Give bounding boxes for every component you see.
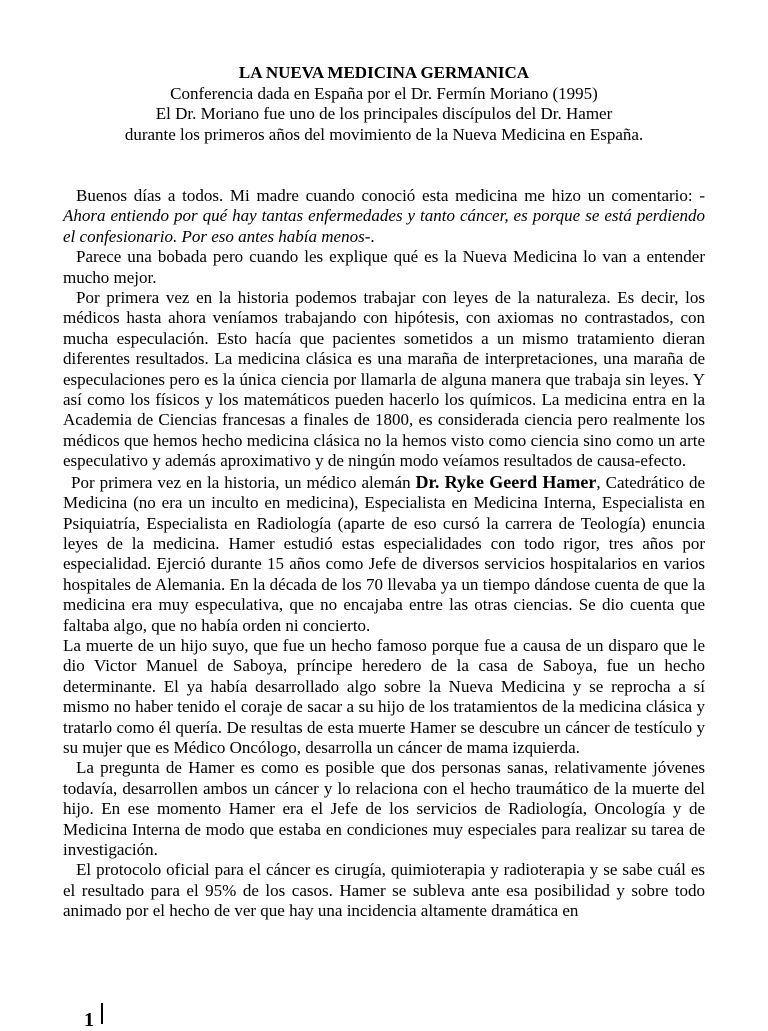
subtitle-line-2: El Dr. Moriano fue uno de los principales discípulos del Dr. Hamer (155, 104, 613, 123)
paragraph-4-text: Por primera vez en la historia, un médico alemán (71, 472, 416, 492)
paragraph-1 (63, 186, 705, 247)
doctor-name: Dr. Ryke Geerd Hamer (415, 471, 597, 492)
paragraph-7: El protocolo oficial para el cáncer es cirugía, quimioterapia y radioterapia y se sabe cuál es el resultado para el 95% de los casos. Hamer se subleva ante esa posibilidad y sobre todo animado por el hecho de ver que hay una incidencia altamente dramática en (63, 860, 705, 921)
paragraph-5: La muerte de un hijo suyo, que fue un hecho famoso porque fue a causa de un disparo que le dio Victor Manuel de Saboya, príncipe heredero de la casa de Saboya, fue un hecho determinante. El ya había desarrollado algo sobre la Nueva Medicina y se reprocha a sí mismo no haber tenido el coraje de sacar a su hijo de los tratamientos de la medicina clásica y tratarlo como él quería. De resultas de esta muerte Hamer se descubre un cáncer de testículo y su mujer que es Médico Oncólogo, desarrolla un cáncer de mama izquierda. (63, 635, 705, 757)
document-body (63, 186, 705, 922)
document-title: LA NUEVA MEDICINA GERMANICA (238, 63, 530, 82)
page-number: 1 (84, 1009, 94, 1031)
subtitle-line-3: durante los primeros años del movimiento de la Nueva Medicina en España. (124, 124, 644, 144)
paragraph-1-quote: -Ahora entiendo por qué hay tantas enfermedades y tanto cáncer, es porque se está perdiendo el confesionario. Por eso antes había menos- (63, 186, 705, 246)
subtitle-line-1: Conferencia dada en España por el Dr. Fermín Moriano (1995) (170, 83, 598, 103)
footer-divider (101, 1003, 103, 1024)
paragraph-3: Por primera vez en la historia podemos trabajar con leyes de la naturaleza. Es decir, los médicos hasta ahora veníamos trabajando con hipótesis, con axiomas no contrastados, con mucha especulación. Esto hacía que pacientes sometidos a un mismo tratamiento dieran diferentes resultados. La medicina clásica es una maraña de interpretaciones, una maraña de especulaciones pero es la única ciencia por llamarla de alguna manera que trabaja sin leyes. Y así como los físicos y los matemáticos pueden hacerlo los químicos. La medicina entra en la Academia de Ciencias francesas a finales de 1800, es considerada ciencia pero realmente los médicos que hemos hecho medicina clásica no la hemos visto como ciencia sino como un arte especulativo y además aproximativo y de ningún modo veíamos resultados de causa-efecto. (63, 288, 705, 471)
paragraph-6: La pregunta de Hamer es como es posible que dos personas sanas, relativamente jóvenes todavía, desarrollen ambos un cáncer y lo relaciona con el hecho traumático de la muerte del hijo. En ese momento Hamer era el Jefe de los servicios de Radiología, Oncología y de Medicina Interna de modo que estaba en condiciones muy especiales para realizar su tarea de investigación. (63, 758, 705, 859)
page-footer (84, 1003, 103, 1031)
paragraph-1-text: Buenos días a todos. Mi madre cuando conoció esta medicina me hizo un comentario: (76, 186, 700, 205)
paragraph-2: Parece una bobada pero cuando les explique qué es la Nueva Medicina lo van a entender mucho mejor. (63, 247, 705, 287)
paragraph-4-rest: , Catedrático de Medicina (no era un inculto en medicina), Especialista en Medicina Interna, Especialista en Psiquiatría, Especialista en Radiología (aparte de eso cursó la carrera de Teología) enuncia leyes de la medicina. Hamer estudió estas especialidades con todo rigor, tres años por especialidad. Ejerció durante 15 años como Jefe de diversos servicios hospitalarios en varios hospitales de Alemania. En la década de los 70 llevaba ya un tiempo dándose cuenta de que la medicina era muy especulativa, que no encajaba entre las otras ciencias. Se dio cuenta que faltaba algo, que no había orden ni concierto. (63, 472, 705, 635)
document-header (63, 63, 705, 145)
paragraph-1-end: . (370, 226, 375, 246)
paragraph-4 (63, 472, 705, 636)
document-page (63, 63, 705, 922)
